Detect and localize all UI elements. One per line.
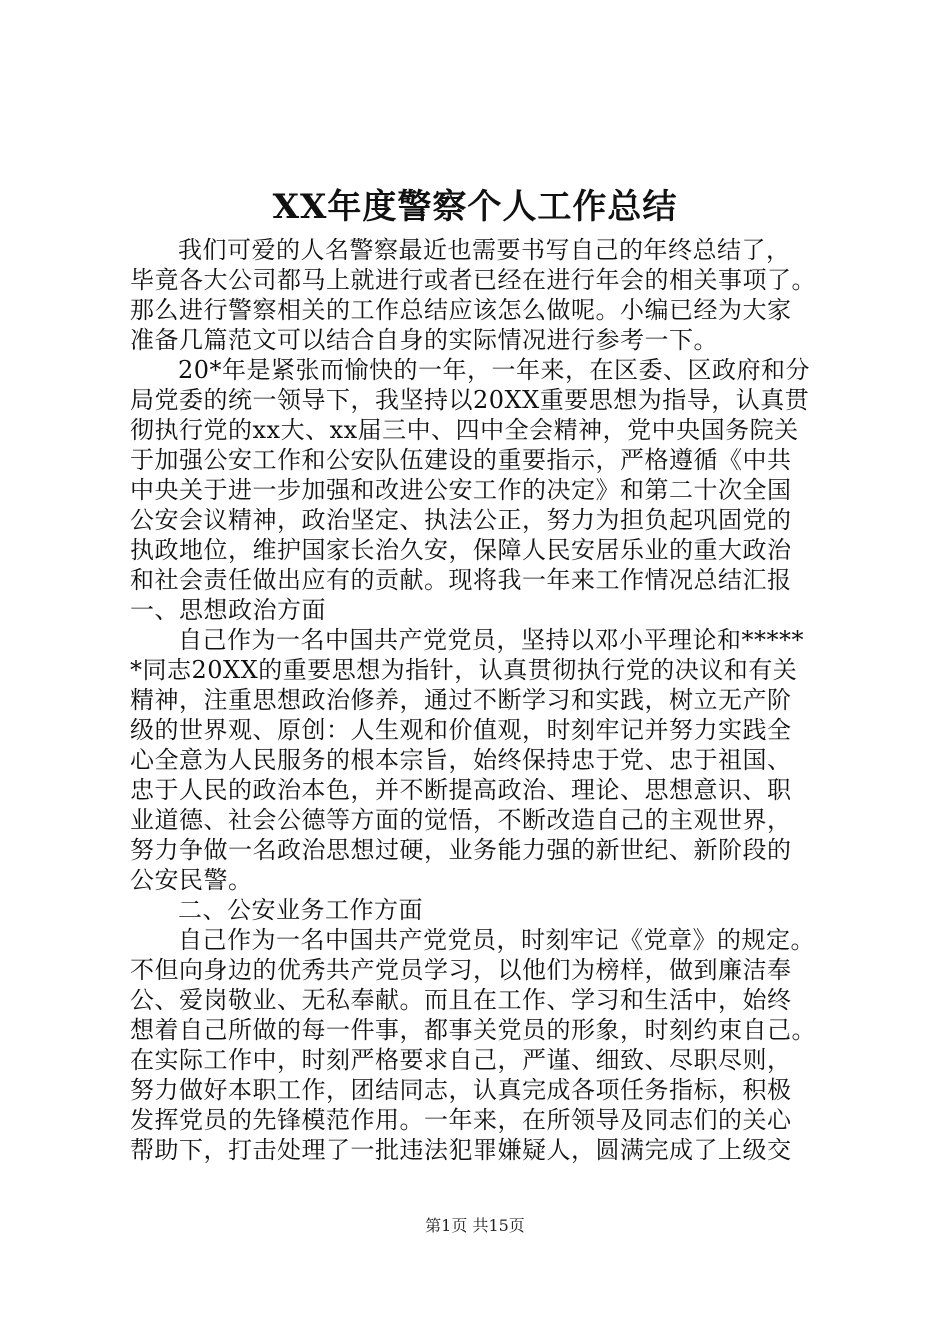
text-line: 我们可爱的人名警察最近也需要书写自己的年终总结了，: [178, 236, 791, 264]
text-line: 心全意为人民服务的根本宗旨，始终保持忠于党、忠于祖国、: [130, 746, 792, 774]
text-line: 在实际工作中，时刻严格要求自己，严谨、细致、尽职尽则，: [130, 1046, 792, 1074]
text-line: 准备几篇范文可以结合自身的实际情况进行参考一下。: [130, 326, 718, 354]
text-line: 和社会责任做出应有的贡献。现将我一年来工作情况总结汇报: [130, 566, 792, 594]
text-line: 努力做好本职工作，团结同志，认真完成各项任务指标，积极: [130, 1076, 792, 1104]
section-heading: 一、思想政治方面: [130, 596, 326, 624]
text-line: 精神，注重思想政治修养，通过不断学习和实践，树立无产阶: [130, 686, 792, 714]
text-line: 那么进行警察相关的工作总结应该怎么做呢。小编已经为大家: [130, 296, 792, 324]
text-line: 努力争做一名政治思想过硬，业务能力强的新世纪、新阶段的: [130, 836, 792, 864]
text-line: 业道德、社会公德等方面的觉悟，不断改造自己的主观世界，: [130, 806, 792, 834]
text-line: 级的世界观、原创：人生观和价值观，时刻牢记并努力实践全: [130, 716, 792, 744]
text-line: 想着自己所做的每一件事，都事关党员的形象，时刻约束自己。: [130, 1016, 816, 1044]
text-line: 自己作为一名中国共产党党员，时刻牢记《党章》的规定。: [178, 926, 815, 954]
text-line: 彻执行党的xx大、xx届三中、四中全会精神，党中央国务院关: [130, 416, 799, 444]
page-number: 第1页 共15页: [425, 1216, 525, 1235]
text-line: 自己作为一名中国共产党党员，坚持以邓小平理论和*****: [178, 626, 804, 654]
text-line: 发挥党员的先锋模范作用。一年来，在所领导及同志们的关心: [130, 1106, 792, 1134]
text-line: *同志20XX的重要思想为指针，认真贯彻执行党的决议和有关: [130, 656, 798, 684]
text-line: 中央关于进一步加强和改进公安工作的决定》和第二十次全国: [130, 476, 792, 504]
text-line: 公安民警。: [130, 866, 253, 894]
text-line: 公、爱岗敬业、无私奉献。而且在工作、学习和生活中，始终: [130, 986, 792, 1014]
text-line: 毕竟各大公司都马上就进行或者已经在进行年会的相关事项了。: [130, 266, 816, 294]
text-line: 忠于人民的政治本色，并不断提高政治、理论、思想意识、职: [130, 776, 792, 804]
section-heading: 二、公安业务工作方面: [178, 896, 423, 924]
text-line: 帮助下，打击处理了一批违法犯罪嫌疑人，圆满完成了上级交: [130, 1136, 792, 1164]
text-line: 公安会议精神，政治坚定、执法公正，努力为担负起巩固党的: [130, 506, 792, 534]
document-title: XX年度警察个人工作总结: [272, 187, 678, 227]
text-line: 局党委的统一领导下，我坚持以20XX重要思想为指导，认真贯: [130, 386, 810, 414]
text-line: 于加强公安工作和公安队伍建设的重要指示，严格遵循《中共: [130, 446, 792, 474]
text-line: 执政地位，维护国家长治久安，保障人民安居乐业的重大政治: [130, 536, 792, 564]
text-line: 20*年是紧张而愉快的一年，一年来，在区委、区政府和分: [178, 356, 811, 384]
text-line: 不但向身边的优秀共产党员学习，以他们为榜样，做到廉洁奉: [130, 956, 792, 984]
document-body: [130, 235, 850, 1165]
